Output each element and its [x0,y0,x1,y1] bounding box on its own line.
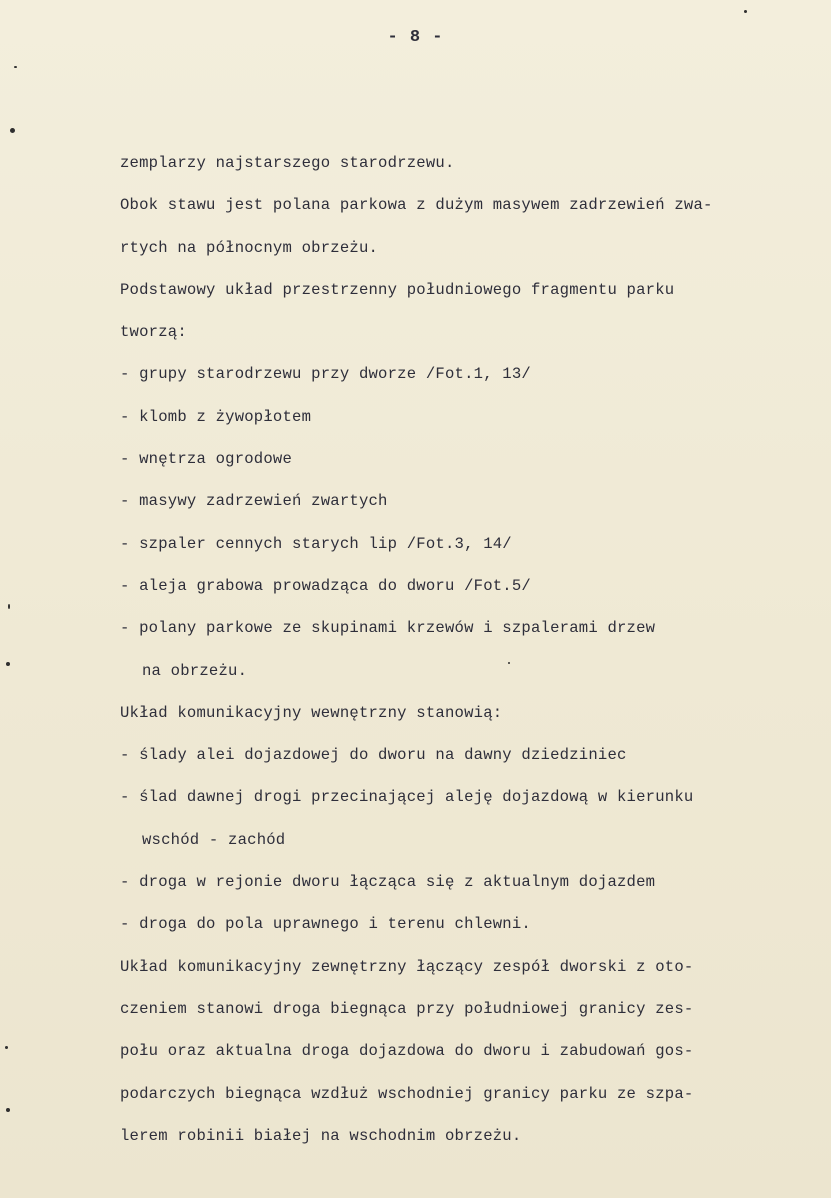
list-item: - szpaler cennych starych lip /Fot.3, 14/ [120,534,512,553]
text-line: tworzą: [120,323,187,342]
page-number: - 8 - [387,28,444,47]
text-line: Układ komunikacyjny zewnętrzny łączący zespół dworski z oto- [120,957,694,976]
list-item: - klomb z żywopłotem [120,407,312,426]
text-line: zemplarzy najstarszego starodrzewu. [120,154,455,172]
list-item: - droga do pola uprawnego i terenu chlewni. [120,915,531,934]
scan-speck [744,10,747,13]
list-item: - aleja grabowa prowadząca do dworu /Fot.5/ [120,576,531,595]
list-item-continuation: wschód - zachód [142,830,286,849]
scan-speck [6,1108,10,1112]
scan-speck [508,662,510,664]
text-line: połu oraz aktualna droga dojazdowa do dworu i zabudowań gos- [120,1042,694,1061]
list-item: - ślad dawnej drogi przecinającej aleję dojazdową w kierunku [120,788,694,807]
text-line: Obok stawu jest polana parkowa z dużym masywem zadrzewień zwa- [120,196,713,215]
body-text [120,142,780,1157]
text-line: Układ komunikacyjny wewnętrzny stanowią: [120,703,503,722]
list-item: - wnętrza ogrodowe [120,450,293,469]
text-line: rtych na północnym obrzeżu. [120,238,379,257]
text-line: lerem robinii białej na wschodnim obrzeżu. [120,1126,522,1145]
list-item-continuation: na obrzeżu. [142,661,248,680]
scan-speck [6,662,10,666]
scan-speck [10,128,15,133]
text-line: podarczych biegnąca wzdłuż wschodniej granicy parku ze szpa- [120,1084,694,1103]
text-line: Podstawowy układ przestrzenny południowego fragmentu parku [120,280,675,299]
list-item: - masywy zadrzewień zwartych [120,492,388,511]
scan-speck [8,604,10,609]
list-item: - ślady alei dojazdowej do dworu na dawny dziedziniec [120,746,627,765]
scan-speck [14,66,17,68]
list-item: - grupy starodrzewu przy dworze /Fot.1, 13/ [120,365,531,384]
list-item: - polany parkowe ze skupinami krzewów i szpalerami drzew [120,619,656,638]
list-item: - droga w rejonie dworu łącząca się z aktualnym dojazdem [120,873,656,892]
text-line: czeniem stanowi droga biegnąca przy południowej granicy zes- [120,999,694,1018]
scan-speck [5,1046,8,1049]
